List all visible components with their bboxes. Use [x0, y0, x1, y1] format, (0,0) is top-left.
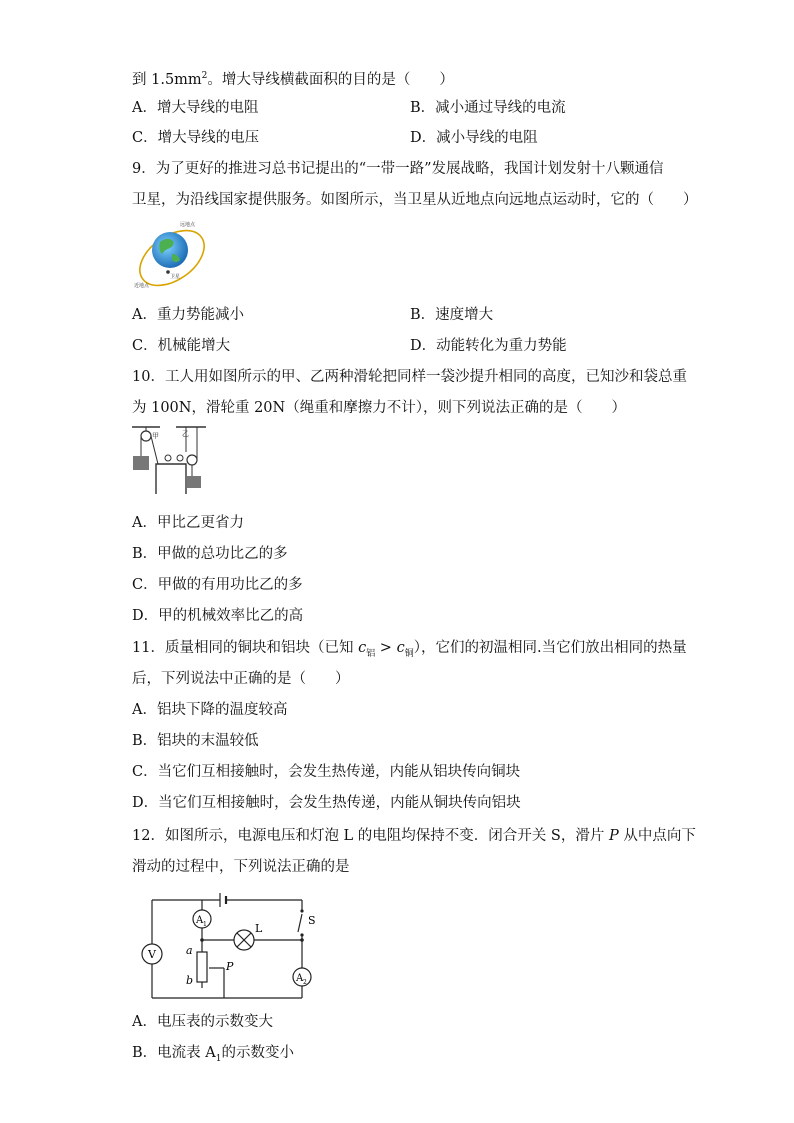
q11-option-a: A．铝块下降的温度较高	[132, 702, 288, 718]
q10-option-b: B．甲做的总功比乙的多	[132, 546, 288, 562]
q11-stem-line2: 后，下列说法中正确的是（ ）	[132, 671, 350, 687]
rheostat	[197, 952, 207, 982]
p-symbol: P	[608, 828, 619, 844]
voltmeter-label: V	[148, 948, 156, 961]
q12-text: 12．如图所示，电源电压和灯泡 L 的电阻均保持不变．闭合开关 S，滑片	[132, 828, 609, 844]
ammeter-a2-sub: 2	[303, 979, 307, 986]
q10-stem-line2: 为 100N，滑轮重 20N（绳重和摩擦力不计），则下列说法正确的是（ ）	[132, 400, 626, 416]
q10-option-a: A．甲比乙更省力	[132, 515, 244, 531]
q12-optb-sub: 1	[215, 1053, 222, 1064]
q12-option-a: A．电压表的示数变大	[132, 1014, 273, 1030]
q8-option-a: A．增大导线的电阻	[132, 100, 259, 116]
q11-stem-line1	[132, 638, 687, 664]
c-sub-al: 铝	[366, 648, 376, 659]
far-point-label: 远地点	[180, 222, 196, 228]
movable-pulley-yi	[187, 455, 197, 465]
q8-stem	[132, 66, 454, 90]
switch-label: S	[308, 914, 316, 927]
q8-text-2: 。增大导线横截面积的目的是（ ）	[207, 71, 454, 88]
q9-option-b: B．速度增大	[410, 307, 494, 323]
earth-icon	[152, 232, 188, 268]
q12-optb-text: B．电流表 A	[132, 1045, 216, 1061]
q9-stem-line2: 卫星，为沿线国家提供服务。如图所示，当卫星从近地点向远地点运动时，它的（ ）	[132, 192, 698, 208]
worker-yi	[177, 455, 183, 461]
pulley-figure	[130, 424, 210, 494]
satellite-label: 卫星	[170, 274, 181, 280]
q8-option-c: C．增大导线的电压	[132, 130, 260, 146]
q10-option-c: C．甲做的有用功比乙的多	[132, 577, 303, 593]
label-yi: 乙	[182, 430, 189, 438]
q9-stem-line1: 9．为了更好的推进习总书记提出的“一带一路”发展战略，我国计划发射十八颗通信	[132, 161, 664, 177]
q8-text: 到 1.5mm	[132, 71, 202, 88]
switch-contact-top	[300, 909, 303, 912]
q9-option-c: C．机械能增大	[132, 338, 231, 354]
ammeter-a2-label: A	[296, 973, 304, 984]
switch-blade	[298, 914, 302, 932]
slider-p-label: P	[226, 960, 234, 973]
node-a	[200, 938, 204, 942]
q11-option-c: C．当它们互相接触时，会发生热传递，内能从铝块传向铜块	[132, 764, 521, 780]
rope-jia-pull	[151, 436, 158, 464]
q10-option-d: D．甲的机械效率比乙的高	[132, 608, 304, 624]
terminal-a-label: a	[186, 944, 193, 957]
c-symbol-cu: c	[396, 640, 405, 656]
q8-sup: 2	[201, 71, 208, 81]
q8-option-d: D．减小导线的电阻	[410, 130, 538, 146]
ammeter-a1-sub: 1	[203, 921, 207, 928]
fixed-pulley-jia	[141, 431, 151, 441]
worker-jia	[165, 455, 171, 461]
terminal-b-label: b	[186, 974, 194, 987]
node-right	[300, 938, 304, 942]
label-jia: 甲	[152, 432, 159, 440]
q12-stem-line1	[132, 826, 696, 846]
q12-text-2: 从中点向下	[618, 828, 696, 844]
q10-stem-line1: 10．工人用如图所示的甲、乙两种滑轮把同样一袋沙提升相同的高度，已知沙和袋总重	[132, 369, 687, 385]
sand-bag-yi	[187, 476, 201, 488]
platform	[156, 464, 186, 494]
q8-option-b: B．减小通过导线的电流	[410, 100, 566, 116]
switch-contact-bottom	[300, 933, 303, 936]
satellite-orbit-figure	[132, 218, 212, 290]
gt-symbol: >	[375, 640, 397, 656]
q9-option-d: D．动能转化为重力势能	[410, 338, 567, 354]
circuit-diagram	[136, 884, 326, 1006]
q11-text: 11．质量相同的铜块和铝块（已知	[132, 640, 359, 656]
sand-bag-jia	[133, 456, 149, 470]
q12-stem-line2: 滑动的过程中，下列说法正确的是	[132, 859, 350, 875]
q11-option-d: D．当它们互相接触时，会发生热传递，内能从铜块传向铝块	[132, 795, 521, 811]
near-point-label: 近地点	[134, 283, 150, 289]
ammeter-a1-label: A	[196, 915, 204, 926]
lamp-label: L	[255, 922, 263, 935]
q12-optb-text-2: 的示数变小	[221, 1045, 294, 1061]
q11-option-b: B．铝块的末温较低	[132, 733, 259, 749]
c-symbol-al: c	[358, 640, 367, 656]
c-sub-cu: 铜	[404, 648, 414, 659]
q9-option-a: A．重力势能减小	[132, 307, 244, 323]
q12-option-b	[132, 1043, 294, 1069]
q11-text-2: ），它们的初温相同.当它们放出相同的热量	[413, 640, 687, 656]
